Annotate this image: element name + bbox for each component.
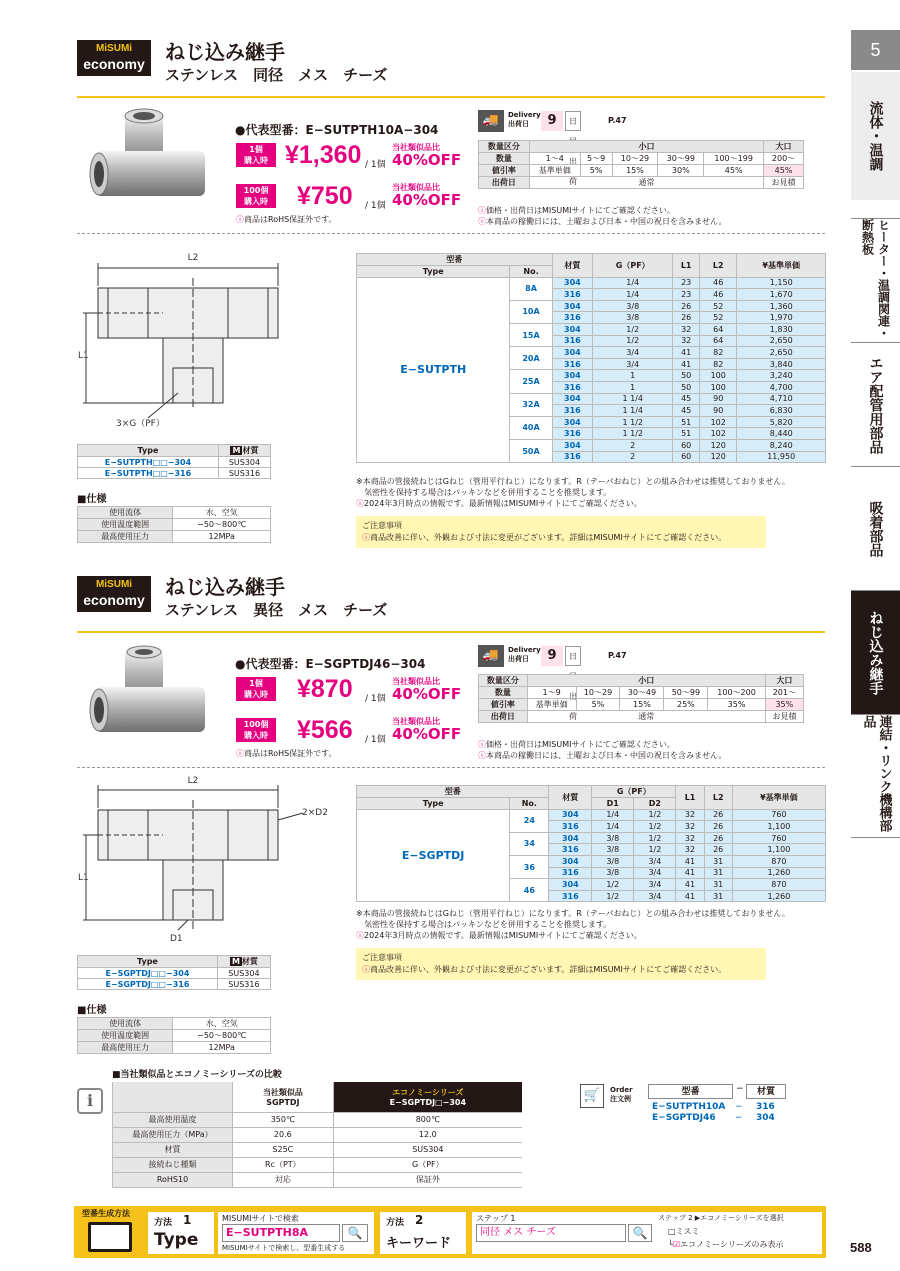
truck-icon: 🚚 [478,110,504,132]
dimension-drawing-sutpth [78,248,298,438]
value-cell: 1 [593,370,673,382]
model-generation-bar: 型番生成方法 方法 1 Type MISUMIサイトで検索 E−SUTPTH8A 🔍 MISUMIサイトで検索し、型番生成する 方法 2 キーワード ステップ 1 同径 メス チーズ 🔍 ステップ 2 ▶エコノミーシリーズを選択 □ミスミ └☑エコノミーシリーズのみ表示 [74,1206,826,1258]
per-unit: / 1個 [365,694,386,704]
svg-text:2×D2: 2×D2 [302,808,328,818]
m-badge-icon: M [232,446,241,455]
value-cell: 1/2 [634,844,676,856]
value-cell: 6,830 [737,405,826,417]
discount-100pc: 当社類似品比 40%OFF [392,717,462,743]
value-cell: 3/8 [592,844,634,856]
value-cell: Rc（PT） [233,1157,334,1172]
model-price-table: 型番 材質 G（PF） L1 L2 ¥基準単価 Type No. D1 D2 E−SGPTDJ 24 304 1/4 1/2 32 26 760 316 1/4 1/2 32 26 1,100 34 304 3/8 1/2 32 26 760 316 3/8 1/2 32 26 1,100 36 304 3/8 3/4 41 31 870 316 3/8 3/4 41 31 1,260 46 304 1/2 3/4 41 31 870 316 1/2 3/4 41 31 1,260 [356,785,826,902]
qty-1-pill: 1個 購入時 [236,143,276,167]
value-cell: 23 [673,277,700,289]
value-cell: 8,440 [737,428,826,440]
value-cell: 1 1/2 [593,416,673,428]
table-row [113,1172,523,1187]
value-cell: S25C [233,1142,334,1157]
misumi-economy-logo: MiSUMi economy [77,576,151,612]
value-cell: 51 [673,428,700,440]
svg-text:L1: L1 [78,873,89,883]
value-cell: 46 [700,289,737,301]
m-badge-icon: M [231,957,240,966]
spec-table: 使用流体 水、空気 使用温度範囲 −50〜800℃ 最高使用圧力 12MPa [77,506,271,543]
price-100pc: ¥566 [297,716,353,744]
row-label: 材質 [113,1142,233,1157]
value-cell: 32 [676,832,704,844]
info-i-icon: i [77,1088,103,1114]
value-cell: 102 [700,428,737,440]
chapter-tab[interactable]: 5 [851,30,900,70]
search-icon[interactable]: 🔍 [628,1224,652,1242]
type-material-table: Type M 材質 E−SGPTDJ□□−304 SUS304 E−SGPTDJ□□−316 SUS316 [77,955,271,990]
value-cell: 1/4 [592,809,634,821]
material-cell: 304 [552,439,593,451]
representative-model: ●代表型番：E−SUTPTH10A−304 [235,123,439,137]
value-cell: 870 [732,879,825,891]
material-cell: 316 [552,335,593,347]
material-cell: 304 [552,416,593,428]
value-cell: 1 1/4 [593,393,673,405]
material-cell: 316 [552,451,593,463]
material-cell: 316 [552,358,593,370]
sidebar-item-screw-fittings[interactable]: ねじ込み継手 [851,590,900,714]
material-cell: 304 [552,347,593,359]
table-row [357,809,826,821]
qty-1-pill: 1個 購入時 [236,677,276,701]
value-cell: 52 [700,312,737,324]
misumi-checkbox[interactable]: □ミスミ [668,1227,700,1236]
value-cell: 41 [676,879,704,891]
no-cell: 40A [510,416,552,439]
price-notes: ⓘ価格・出荷日はMISUMIサイトにてご確認ください。 ⓘ本商品の稼働日には、土曜および日本・中国の祝日を含みません。 [478,206,727,226]
cart-icon: 🛒 [580,1084,604,1108]
discount-1pc: 当社類似品比 40%OFF [392,677,462,703]
value-cell: 8,240 [737,439,826,451]
row-label: 最高使用圧力（MPa） [113,1127,233,1142]
discount-1pc: 当社類似品比 40%OFF [392,143,462,169]
value-cell: 1/4 [592,821,634,833]
no-cell: 34 [510,832,549,855]
value-cell: 90 [700,405,737,417]
value-cell: 1/2 [634,832,676,844]
no-cell: 50A [510,439,552,462]
info-icon: ⓘ [478,217,486,226]
value-cell: 26 [704,844,732,856]
no-cell: 32A [510,393,552,416]
value-cell: 1,360 [737,300,826,312]
type-cell: E−SGPTDJ [357,809,510,902]
value-cell: 90 [700,393,737,405]
material-cell: 316 [552,289,593,301]
material-cell: 316 [552,405,593,417]
value-cell: 保証外 [333,1172,522,1187]
product-photo-tee [85,106,215,221]
info-icon: ⓘ [362,965,370,974]
value-cell: 760 [732,809,825,821]
value-cell: 1 1/2 [593,428,673,440]
info-icon: ⓘ [478,206,486,215]
value-cell: 26 [704,809,732,821]
value-cell: 60 [673,451,700,463]
value-cell: 26 [704,832,732,844]
value-cell: 100 [700,370,737,382]
info-icon: ⓘ [356,931,364,940]
value-cell: 1/2 [593,323,673,335]
value-cell: 26 [673,312,700,324]
comparison-table: 当社類似品 SGPTDJ エコノミーシリーズ E−SGPTDJ□−304 最高使用温度 350℃ 800℃ 最高使用圧力（MPa） 20.6 12.0 材質 S25C SUS304 接続ねじ種類 Rc（PT） G（PF） RoHS10 対応 保証外 [112,1082,522,1188]
spec-heading: ■仕様 [77,494,107,505]
no-cell: 36 [510,855,549,878]
no-cell: 25A [510,370,552,393]
order-example: 🛒 Order 注文例 型番 − 材質 E−SUTPTH10A − 316 E−SGPTDJ46 − 304 [580,1082,830,1132]
value-cell: 52 [700,300,737,312]
per-unit: / 1個 [365,201,386,211]
value-cell: 31 [704,867,732,879]
caution-box: ご注意事項 ⓘ商品改善に伴い、外観および寸法に変更がございます。詳細はMISUMIサイトにてご確認ください。 [356,948,766,980]
value-cell: 800℃ [333,1112,522,1127]
value-cell: 2,650 [737,335,826,347]
per-unit: / 1個 [365,735,386,745]
value-cell: 1/2 [634,821,676,833]
row-label: RoHS10 [113,1172,233,1187]
material-cell: 304 [549,855,592,867]
value-cell: 41 [676,855,704,867]
info-icon: ⓘ [356,499,364,508]
table-row [113,1142,523,1157]
material-cell: 316 [549,890,592,902]
section-divider [77,631,825,633]
material-cell: 316 [549,844,592,856]
value-cell: 3,240 [737,370,826,382]
table-row [357,277,826,289]
value-cell: 26 [704,821,732,833]
caution-box: ご注意事項 ⓘ商品改善に伴い、外観および寸法に変更がございます。詳細はMISUMIサイトにてご確認ください。 [356,516,766,548]
value-cell: 51 [673,416,700,428]
type-cell: E−SUTPTH [357,277,510,463]
value-cell: 1,970 [737,312,826,324]
value-cell: 100 [700,381,737,393]
value-cell: 26 [673,300,700,312]
value-cell: G（PF） [333,1157,522,1172]
page-number: 588 [850,1240,872,1255]
material-cell: 304 [549,879,592,891]
dashed-divider [77,233,825,234]
material-cell: 304 [552,370,593,382]
value-cell: 64 [700,335,737,347]
material-cell: 316 [552,381,593,393]
value-cell: 31 [704,890,732,902]
value-cell: 1 [593,381,673,393]
value-cell: 3/4 [634,879,676,891]
value-cell: 32 [673,323,700,335]
value-cell: 1/2 [634,809,676,821]
value-cell: 45 [673,393,700,405]
value-cell: 11,950 [737,451,826,463]
table-notes: ※本商品の管接続ねじはGねじ（管用平行ねじ）になります。R（テーパおねじ）との組み合わせは推奨しておりません。 気密性を保持する場合はパッキンなどを併用することを推奨します。 ⓘ2024年3月時点の情報です。最新情報はMISUMIサイトにてご確認ください。 [356,909,790,940]
section-divider [77,96,825,98]
material-cell: 316 [549,867,592,879]
value-cell: 31 [704,855,732,867]
info-icon: ⓘ [478,751,486,760]
product-subtitle: ステンレス 異径 メス チーズ [165,601,388,619]
value-cell: 3/8 [592,855,634,867]
material-cell: 316 [552,428,593,440]
dashed-divider [77,767,825,768]
value-cell: 1,150 [737,277,826,289]
value-cell: 1/2 [592,890,634,902]
table-row [113,1127,523,1142]
info-icon: ⓘ [236,749,244,758]
value-cell: 32 [676,844,704,856]
value-cell: 対応 [233,1172,334,1187]
material-cell: 304 [552,323,593,335]
quantity-discount-table: 数量区分 小口 大口 数量 1〜9 10〜29 30〜49 50〜99 100〜200 201〜 値引率 基準単価 5% 15% 25% 35% 35% 出荷日 通常 お見積 [478,674,804,723]
sidebar-item-fluid[interactable]: 流体・温調 [851,72,900,200]
spec-heading: ■仕様 [77,1005,107,1016]
value-cell: 12.0 [333,1127,522,1142]
table-row [113,1157,523,1172]
no-cell: 20A [510,347,552,370]
misumi-economy-logo: MiSUMi economy [77,40,151,76]
price-1pc: ¥870 [297,675,353,703]
value-cell: 760 [732,832,825,844]
value-cell: 32 [673,335,700,347]
no-cell: 46 [510,879,549,902]
keyword-search-input[interactable]: 同径 メス チーズ [476,1224,626,1242]
value-cell: 120 [700,451,737,463]
svg-text:L2: L2 [187,253,199,263]
value-cell: 46 [700,277,737,289]
svg-text:L2: L2 [187,776,199,786]
product-title: ねじ込み継手 [165,40,285,64]
value-cell: 3/8 [592,867,634,879]
value-cell: 23 [673,289,700,301]
material-cell: 304 [552,393,593,405]
value-cell: 1 1/4 [593,405,673,417]
value-cell: 3/4 [593,358,673,370]
value-cell: 1/4 [593,277,673,289]
value-cell: 2 [593,439,673,451]
material-cell: 304 [549,832,592,844]
value-cell: 31 [704,879,732,891]
model-price-table: 型番 材質 G（PF） L1 L2 ¥基準単価 Type No. E−SUTPTH 8A 304 1/4 23 46 1,150 316 1/4 23 46 1,670 10A 304 3/8 26 52 1,360 316 3/8 26 52 1,970 15A 304 1/2 32 64 1,830 316 1/2 32 64 2,650 20A 304 3/4 41 82 2,650 316 3/4 41 82 3,840 25A 304 1 50 100 3,240 316 1 50 100 4,700 32A 304 1 1/4 45 90 4,710 316 1 1/4 45 90 6,830 40A 304 1 1/2 51 102 5,820 316 1 1/2 51 102 8,440 50A 304 2 60 120 8,240 316 2 60 120 11,950 [356,253,826,463]
material-cell: 304 [552,300,593,312]
value-cell: 82 [700,347,737,359]
sidebar-item-heater[interactable]: ヒーター・温調関連・断熱板 [851,218,900,342]
svg-text:L1: L1 [78,351,89,361]
value-cell: 41 [676,890,704,902]
dimension-drawing-sgptdj [78,775,338,945]
monitor-icon [88,1222,132,1252]
value-cell: 2 [593,451,673,463]
material-cell: 316 [549,821,592,833]
value-cell: SUS304 [333,1142,522,1157]
value-cell: 1,260 [732,890,825,902]
svg-text:3×G（PF）: 3×G（PF） [116,419,165,429]
value-cell: 3/4 [634,890,676,902]
value-cell: 32 [676,809,704,821]
value-cell: 1,260 [732,867,825,879]
value-cell: 4,710 [737,393,826,405]
value-cell: 350℃ [233,1112,334,1127]
no-cell: 15A [510,323,552,346]
svg-text:D1: D1 [170,934,183,944]
value-cell: 4,700 [737,381,826,393]
product-photo-tee [85,642,215,757]
sidebar-item-suction[interactable]: 吸着部品 [851,466,900,590]
quantity-discount-table: 数量区分 小口 大口 数量 1〜4 5〜9 10〜29 30〜99 100〜199 200〜 値引率 基準単価 5% 15% 30% 45% 45% 出荷日 通常 お見積 [478,140,804,189]
row-label: 最高使用温度 [113,1112,233,1127]
value-cell: 32 [676,821,704,833]
material-cell: 316 [552,312,593,324]
table-notes: ※本商品の管接続ねじはGねじ（管用平行ねじ）になります。R（テーパおねじ）との組み合わせは推奨しておりません。 気密性を保持する場合はパッキンなどを併用することを推奨します。 ⓘ2024年3月時点の情報です。最新情報はMISUMIサイトにてご確認ください。 [356,477,790,508]
info-icon: ⓘ [478,740,486,749]
info-icon: ⓘ [362,533,370,542]
value-cell: 1/2 [592,879,634,891]
value-cell: 120 [700,439,737,451]
qty-100-pill: 100個 購入時 [236,184,276,208]
price-notes: ⓘ価格・出荷日はMISUMIサイトにてご確認ください。 ⓘ本商品の稼働日には、土曜および日本・中国の祝日を含みません。 [478,740,727,760]
product-title: ねじ込み継手 [165,575,285,599]
value-cell: 102 [700,416,737,428]
sidebar-item-link[interactable]: 連結・リンク機構部品 [851,714,900,838]
value-cell: 1,670 [737,289,826,301]
value-cell: 41 [673,358,700,370]
info-icon: ⓘ [236,215,244,224]
value-cell: 1,100 [732,844,825,856]
qty-100-pill: 100個 購入時 [236,718,276,742]
value-cell: 3/8 [593,300,673,312]
representative-model: ●代表型番：E−SGPTDJ46−304 [235,657,426,671]
value-cell: 1,100 [732,821,825,833]
value-cell: 60 [673,439,700,451]
table-row [113,1112,523,1127]
price-100pc: ¥750 [297,182,353,210]
value-cell: 1,830 [737,323,826,335]
spec-table: 使用流体 水、空気 使用温度範囲 −50〜800℃ 最高使用圧力 12MPa [77,1017,271,1054]
discount-100pc: 当社類似品比 40%OFF [392,183,462,209]
value-cell: 45 [673,405,700,417]
truck-icon: 🚚 [478,645,504,667]
value-cell: 1/2 [593,335,673,347]
model-search-input[interactable]: E−SUTPTH8A [222,1224,340,1242]
no-cell: 24 [510,809,549,832]
value-cell: 3/4 [634,855,676,867]
row-label: 接続ねじ種類 [113,1157,233,1172]
value-cell: 20.6 [233,1127,334,1142]
value-cell: 3/4 [593,347,673,359]
value-cell: 2,650 [737,347,826,359]
value-cell: 41 [673,347,700,359]
economy-only-checkbox[interactable]: └☑エコノミーシリーズのみ表示 [668,1240,784,1249]
comparison-heading: ■当社類似品とエコノミーシリーズの比較 [112,1070,282,1080]
material-cell: 304 [549,809,592,821]
value-cell: 82 [700,358,737,370]
value-cell: 41 [676,867,704,879]
rohs-note: ⓘ商品はRoHS保証外です。 [236,215,337,224]
sidebar-item-air-piping[interactable]: エア配管用部品 [851,342,900,466]
search-icon[interactable]: 🔍 [342,1224,368,1242]
rohs-note: ⓘ商品はRoHS保証外です。 [236,749,337,758]
value-cell: 3/8 [592,832,634,844]
product-subtitle: ステンレス 同径 メス チーズ [165,66,388,84]
value-cell: 3/4 [634,867,676,879]
value-cell: 3/8 [593,312,673,324]
value-cell: 1/4 [593,289,673,301]
no-cell: 10A [510,300,552,323]
per-unit: / 1個 [365,160,386,170]
value-cell: 5,820 [737,416,826,428]
value-cell: 3,840 [737,358,826,370]
type-material-table: Type M 材質 E−SUTPTH□□−304 SUS304 E−SUTPTH□□−316 SUS316 [77,444,271,479]
material-cell: 304 [552,277,593,289]
no-cell: 8A [510,277,552,300]
value-cell: 870 [732,855,825,867]
value-cell: 50 [673,381,700,393]
price-1pc: ¥1,360 [285,141,362,169]
value-cell: 50 [673,370,700,382]
value-cell: 64 [700,323,737,335]
